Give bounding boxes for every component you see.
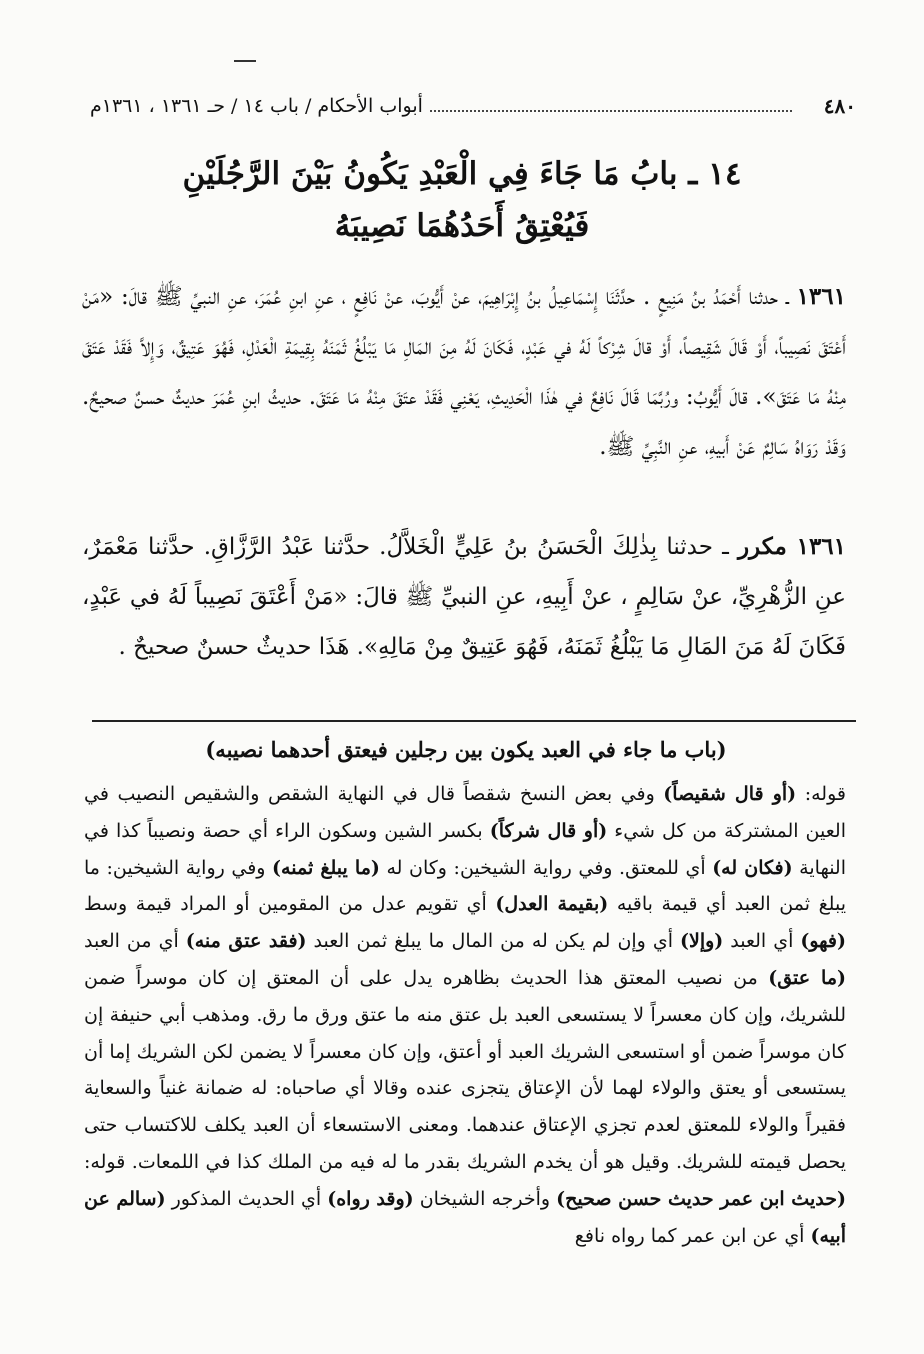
commentary-segment: أي عن ابن عمر كما رواه نافع (574, 1224, 811, 1247)
commentary-segment: أي الحديث المذكور (165, 1187, 328, 1210)
commentary-quote: (حديث ابن عمر حديث حسن صحيح) (556, 1187, 846, 1210)
hadith-number: ١٣٦١ (796, 283, 846, 310)
chapter-title-line-2: فَيُعْتِقُ أَحَدُهُمَا نَصِيبَهُ (334, 208, 590, 244)
commentary-segment: أي من العبد (84, 930, 186, 953)
commentary-quote: (فهو) (800, 930, 846, 953)
commentary-quote: (وقد رواه) (327, 1187, 414, 1210)
hadith-text: ـ حدثنا بِذٰلِكَ الْحَسَنُ بنُ عَلِيٍّ الْخَلاَّلُ. حدَّثنا عَبْدُ الرَّزَّاقِ. حدَّثنا مَعْمَرٌ، عنِ الزُّهْرِيِّ، عنْ سَالِمٍ ، عنْ أَبِيهِ، عنِ النبيِّ ﷺ قالَ: «مَنْ أَعْتَقَ نَصِيباً لَهُ في عَبْدٍ، فَكَانَ لَهُ مَنَ المَالِ مَا يَبْلُغُ ثَمَنَهُ، فَهُوَ عَتِيقٌ مِنْ مَالِهِ». هَذَا حديثٌ حسنٌ صحيحٌ . (82, 534, 846, 660)
commentary-quote: (بقيمة العدل) (495, 893, 609, 916)
commentary-quote: (وإلا) (680, 930, 724, 953)
page-number: ٤٨٠ (823, 94, 856, 118)
commentary-segment: أي للمعتق. وفي رواية الشيخين: وكان له (379, 856, 713, 879)
commentary-quote: (أو قال شقيصاً) (663, 783, 797, 805)
top-margin-mark (234, 60, 256, 62)
hadith-1361 (82, 272, 846, 472)
commentary-segment: قوله: (796, 783, 846, 805)
commentary-text (84, 776, 846, 1254)
commentary-segment: وفي بعض النسخ شقصاً قال في النهاية الشقص والشقيص النصيب في العين المشتركة من كل شيء (84, 783, 846, 842)
commentary-segment: من نصيب المعتق هذا الحديث بظاهره يدل على أن المعتق إن كان موسراً ضمن للشريك، وإن كان معسراً لا يستسعى العبد بل عتق منه ما عتق ورق ما رق. ومذهب أبي حنيفة إن كان موسراً ضمن أو استسعى الشريك العبد أو أعتق، وإن كان معسراً لا يضمن لكن الشريك إما أن يستسعى أو يعتق والولاء لهما لأن الإعتاق يتجزى عنده وقالا أي صاحباه: له ضمانة غنياً والسعاية فقيراً والولاء للمعتق لعدم تجزي الإعتاق عندهما. ومعنى الاستسعاء أن العبد يكلف للاكتساب حتى يحصل قيمته للشريك. وقيل هو أن يخدم الشريك بقدر ما له فيه من الملك كذا في اللمعات. قوله: (84, 966, 846, 1173)
commentary-segment: بكسر الشين وسكون الراء أي حصة ونصيباً كذا في النهاية (84, 819, 846, 879)
hadith-1361-repeat (82, 522, 846, 672)
running-header (90, 88, 856, 124)
chapter-title-line-1: ١٤ ـ بابُ مَا جَاءَ فِي الْعَبْدِ يَكُونُ بَيْنَ الرَّجُلَيْنِ (182, 156, 742, 192)
commentary-quote: (أو قال شركاً) (489, 819, 608, 842)
hadith-text: ـ حدثنا أَحْمَدُ بنُ مَنِيعٍ . حدَّثَنَا إِسْمَاعِيلُ بنُ إِبْرَاهِيمَ، عنْ أَيُّوبَ، عنْ نَافِعٍ ، عنِ ابنِ عُمَرَ، عنِ النبيِّ ﷺ قالَ: «مَنْ أَعْتَقَ نَصِيباً، أَوْ قَالَ شَقِيصاً، أَوْ قالَ شِرْكاً لَهُ في عَبْدٍ، فَكَانَ لَهُ مِنَ المَالِ مَا يَبْلُغُ ثَمَنَهُ بِقِيمَةِ الْعَدْلِ، فَهُوَ عَتِيقٌ، وَإِلاَّ فَقَدْ عَتَقَ مِنْهُ مَا عَتَقَ». قالَ أَيُّوبُ: ورُبَّمَا قَالَ نَافِعٌ في هٰذَا الْحَدِيثِ، يَعْنِي فَقَدْ عتَقَ مِنْهُ مَا عَتَقَ. حديثُ ابنِ عُمَرَ حديثٌ حسنٌ صحيحٌ. وَقَدْ رَوَاهُ سَالِمٌ عَنْ أَبيهِ، عنِ النَّبِيِّ ﷺ. (82, 284, 846, 460)
commentary-quote: (سالم عن أبيه) (84, 1187, 846, 1247)
hadith-number: ١٣٦١ مكرر (737, 533, 847, 560)
footnote-divider (92, 720, 856, 722)
chapter-title (120, 148, 804, 252)
commentary-segment: وأخرجه الشيخان (413, 1187, 557, 1210)
commentary-segment: أي العبد (723, 930, 801, 953)
commentary-segment: أي وإن لم يكن له من المال ما يبلغ ثمن العبد (306, 930, 680, 953)
commentary-quote: (ما يبلغ ثمنه) (272, 856, 380, 879)
header-reference: أبواب الأحكام / باب ١٤ / حـ ١٣٦١ ، ١٣٦١م (90, 95, 423, 117)
header-dotted-leader (430, 88, 792, 112)
commentary-quote: (ما عتق) (768, 966, 847, 989)
commentary-segment: وفي رواية الشيخين: ما يبلغ ثمن العبد أي قيمة باقيه (84, 856, 846, 916)
commentary-quote: (فكان له) (712, 856, 793, 879)
commentary-segment: أي تقويم عدل من المقومين أو المراد قيمة وسط (84, 893, 496, 916)
commentary-quote: (فقد عتق منه) (185, 930, 307, 953)
commentary-title: (باب ما جاء في العبد يكون بين رجلين فيعتق أحدهما نصيبه) (205, 737, 727, 762)
